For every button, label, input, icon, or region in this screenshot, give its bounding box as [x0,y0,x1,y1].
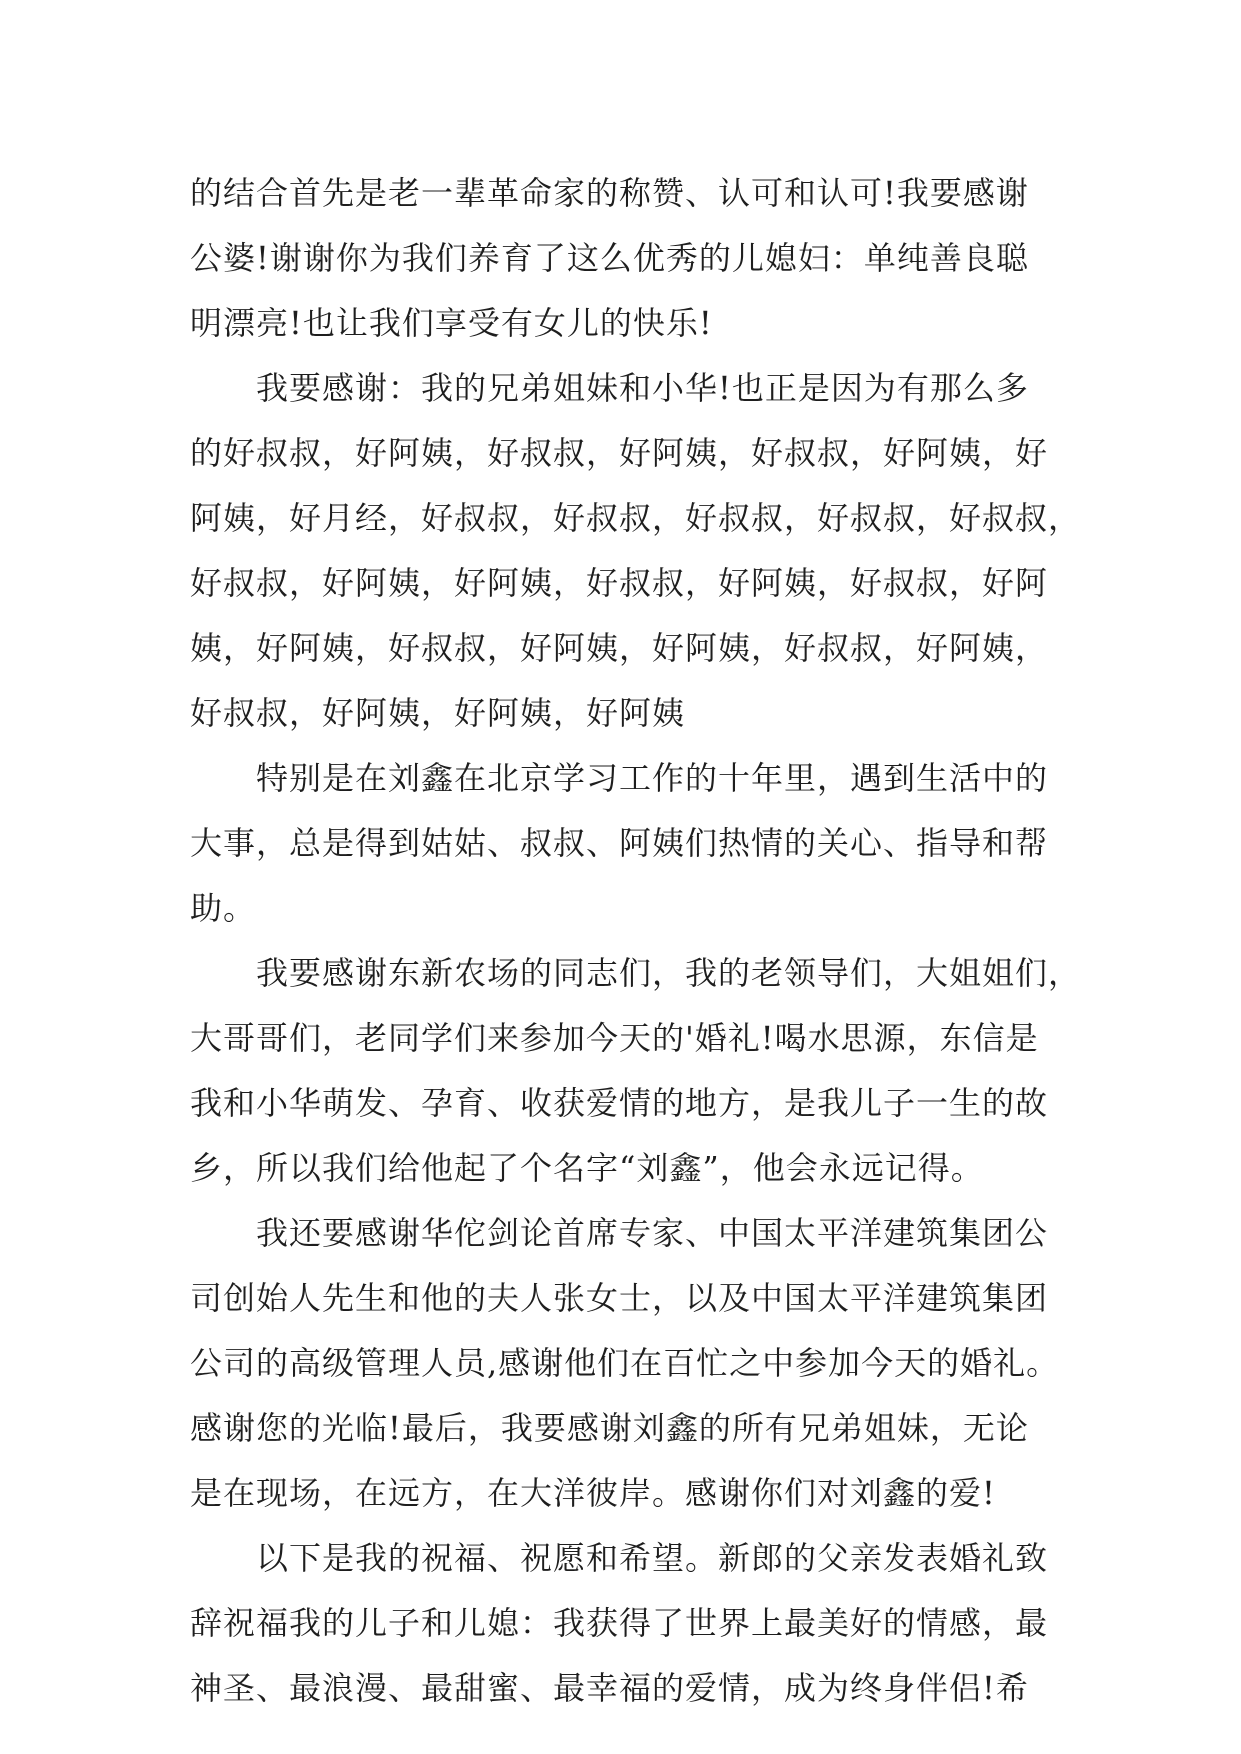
text-line: 是在现场，在远方，在大洋彼岸。感谢你们对刘鑫的爱! [190,1474,996,1512]
text-line: 的结合首先是老一辈革命家的称赞、认可和认可!我要感谢 [190,174,1029,212]
text-line: 好叔叔，好阿姨，好阿姨，好阿姨 [190,694,686,732]
text-line: 阿姨，好月经，好叔叔，好叔叔，好叔叔，好叔叔，好叔叔， [190,499,1082,537]
text-line: 好叔叔，好阿姨，好阿姨，好叔叔，好阿姨，好叔叔，好阿 [190,564,1049,602]
text-line: 姨，好阿姨，好叔叔，好阿姨，好阿姨，好叔叔，好阿姨， [190,629,1049,667]
text-line: 感谢您的光临!最后，我要感谢刘鑫的所有兄弟姐妹，无论 [190,1409,1029,1447]
paragraph-start-line: 特别是在刘鑫在北京学习工作的十年里，遇到生活中的 [256,759,1049,797]
text-line: 大事，总是得到姑姑、叔叔、阿姨们热情的关心、指导和帮 [190,824,1049,862]
text-line: 公司的高级管理人员,感谢他们在百忙之中参加今天的婚礼。 [190,1344,1060,1382]
text-line: 辞祝福我的儿子和儿媳：我获得了世界上最美好的情感，最 [190,1604,1049,1642]
text-line: 助。 [190,889,257,927]
text-line: 神圣、最浪漫、最甜蜜、最幸福的爱情，成为终身伴侣!希 [190,1669,1029,1707]
paragraph-start-line: 我要感谢：我的兄弟姐妹和小华!也正是因为有那么多 [256,369,1029,407]
paragraph-start-line: 我还要感谢华佗剑论首席专家、中国太平洋建筑集团公 [256,1214,1049,1252]
paragraph-start-line: 我要感谢东新农场的同志们，我的老领导们，大姐姐们， [256,954,1082,992]
text-line: 大哥哥们，老同学们来参加今天的'婚礼!喝水思源，东信是 [190,1019,1039,1057]
text-line: 公婆!谢谢你为我们养育了这么优秀的儿媳妇：单纯善良聪 [190,239,1029,277]
text-line: 的好叔叔，好阿姨，好叔叔，好阿姨，好叔叔，好阿姨，好 [190,434,1049,472]
text-line: 司创始人先生和他的夫人张女士，以及中国太平洋建筑集团 [190,1279,1049,1317]
text-line: 我和小华萌发、孕育、收获爱情的地方，是我儿子一生的故 [190,1084,1049,1122]
text-line: 明漂亮!也让我们享受有女儿的快乐! [190,304,713,342]
paragraph-start-line: 以下是我的祝福、祝愿和希望。新郎的父亲发表婚礼致 [256,1539,1049,1577]
document-body-text [190,161,1082,1721]
text-line: 乡，所以我们给他起了个名字“刘鑫”，他会永远记得。 [190,1149,984,1187]
